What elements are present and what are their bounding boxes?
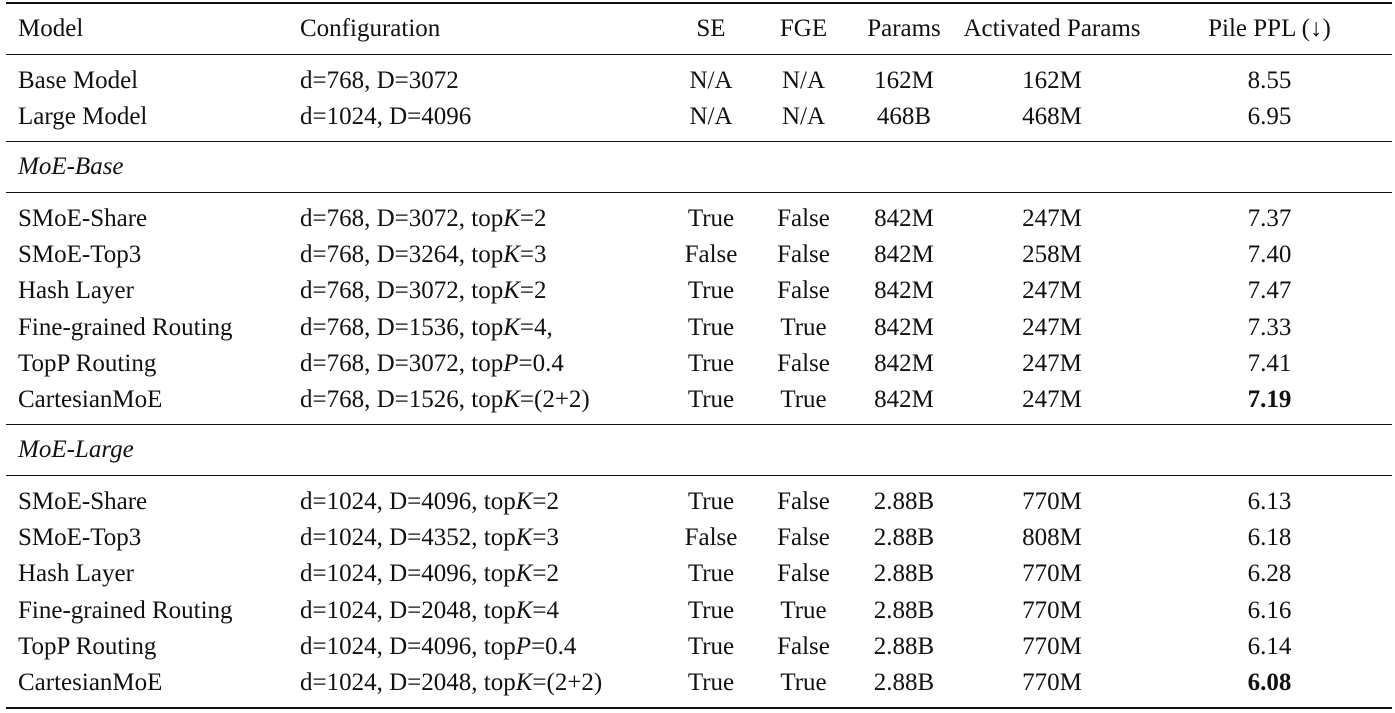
- cell-activated-params: 770M: [957, 665, 1147, 708]
- cell-pile-ppl: 7.19: [1247, 386, 1292, 414]
- cell-pile-ppl: 6.28: [1247, 560, 1292, 588]
- cell-pile-ppl: 7.41: [1247, 349, 1292, 377]
- cell-pile-ppl: 6.08: [1147, 665, 1392, 708]
- cell-se: True: [666, 476, 756, 521]
- section-header-row: [6, 142, 1392, 193]
- section-title: MoE-Large: [6, 425, 1392, 476]
- cell-params: 2.88B: [873, 632, 935, 660]
- cell-configuration: [300, 382, 666, 425]
- cell-params: 2.88B: [873, 596, 935, 624]
- cell-activated-params: 770M: [957, 476, 1147, 521]
- cell-configuration: [300, 556, 666, 592]
- table-row: [6, 99, 1392, 142]
- cell-configuration: [300, 629, 666, 665]
- cell-model: Fine-grained Routing: [18, 313, 233, 341]
- config-prefix: d=1024, D=4352, top: [300, 524, 516, 552]
- cell-activated-params: 247M: [1022, 313, 1082, 341]
- cell-fge: False: [777, 241, 830, 269]
- cell-se: True: [687, 277, 735, 305]
- cell-params: 2.88B: [873, 524, 935, 552]
- cell-activated-params: 770M: [1022, 596, 1082, 624]
- cell-se: False: [684, 524, 738, 552]
- config-suffix: =4,: [519, 313, 553, 341]
- cell-se: N/A: [689, 103, 733, 131]
- table-row: [6, 476, 1392, 521]
- config-variable: K: [515, 488, 533, 516]
- config-prefix: d=768, D=3264, top: [300, 241, 504, 269]
- cell-fge: False: [777, 349, 830, 377]
- cell-configuration: [300, 476, 666, 521]
- cell-activated-params: 770M: [1022, 632, 1082, 660]
- cell-activated-params: 247M: [1022, 349, 1082, 377]
- cell-configuration: [300, 346, 666, 382]
- config-suffix: =2: [519, 205, 547, 233]
- table-header-row: [6, 3, 1392, 55]
- config-variable: K: [503, 205, 520, 233]
- config-prefix: d=1024, D=4096, top: [300, 632, 516, 660]
- cell-activated-params: 162M: [957, 55, 1147, 100]
- cell-fge: True: [780, 386, 827, 414]
- cell-model: Hash Layer: [18, 277, 134, 305]
- config-prefix: d=1024, D=2048, top: [300, 596, 516, 624]
- header-params: Params: [851, 3, 957, 55]
- cell-params: 842M: [874, 277, 934, 305]
- cell-configuration: [300, 520, 666, 556]
- config-variable: K: [515, 668, 533, 696]
- cell-params: 162M: [851, 55, 957, 100]
- cell-pile-ppl: 7.33: [1247, 313, 1292, 341]
- cell-model: TopP Routing: [18, 349, 157, 377]
- config-prefix: d=768, D=3072, top: [300, 349, 504, 377]
- config-suffix: =2: [519, 277, 547, 305]
- config-variable: K: [515, 596, 533, 624]
- cell-pile-ppl: 6.16: [1247, 596, 1292, 624]
- cell-fge: False: [777, 277, 830, 305]
- cell-activated-params: 247M: [957, 193, 1147, 238]
- cell-model: SMoE-Share: [6, 193, 300, 238]
- table-row: [6, 382, 1392, 425]
- cell-se: True: [687, 560, 735, 588]
- table-row: [6, 520, 1392, 556]
- section-header-row: [6, 425, 1392, 476]
- cell-se: True: [687, 386, 735, 414]
- cell-params: 842M: [874, 313, 934, 341]
- config-suffix: =3: [532, 524, 559, 552]
- cell-configuration: [300, 99, 666, 142]
- cell-configuration: [300, 310, 666, 346]
- header-fge: FGE: [756, 3, 851, 55]
- table-row: [6, 55, 1392, 100]
- config-prefix: d=768, D=1536, top: [300, 313, 504, 341]
- cell-fge: False: [777, 560, 830, 588]
- config-prefix: d=768, D=1526, top: [300, 386, 504, 414]
- config-variable: K: [515, 524, 533, 552]
- cell-fge: True: [756, 665, 851, 708]
- cell-fge: False: [777, 524, 830, 552]
- cell-configuration: [300, 193, 666, 238]
- cell-model: CartesianMoE: [6, 665, 300, 708]
- table-row: [6, 273, 1392, 309]
- cell-fge: False: [777, 632, 830, 660]
- cell-pile-ppl: 7.37: [1147, 193, 1392, 238]
- cell-params: 468B: [876, 103, 932, 131]
- cell-params: 2.88B: [851, 665, 957, 708]
- cell-params: 2.88B: [851, 476, 957, 521]
- config-suffix: =3: [519, 241, 547, 269]
- config-prefix: d=768, D=3072, top: [300, 205, 504, 233]
- config-variable: K: [515, 560, 533, 588]
- config-prefix: d=768, D=3072, top: [300, 277, 504, 305]
- cell-activated-params: 770M: [1022, 560, 1082, 588]
- table-row: [6, 237, 1392, 273]
- cell-pile-ppl: 7.40: [1247, 241, 1292, 269]
- cell-se: True: [666, 665, 756, 708]
- cell-configuration: [300, 273, 666, 309]
- cell-activated-params: 247M: [1022, 277, 1082, 305]
- cell-model: Hash Layer: [18, 560, 134, 588]
- config-variable: P: [503, 349, 519, 377]
- cell-pile-ppl: 6.95: [1247, 103, 1292, 131]
- header-configuration: Configuration: [300, 3, 666, 55]
- cell-activated-params: 808M: [1022, 524, 1082, 552]
- cell-pile-ppl: 6.18: [1247, 524, 1292, 552]
- config-variable: K: [503, 241, 520, 269]
- cell-model: Fine-grained Routing: [18, 596, 233, 624]
- table-row: [6, 193, 1392, 238]
- cell-params: 842M: [874, 349, 934, 377]
- cell-configuration: [300, 55, 666, 100]
- results-table-container: [6, 2, 1392, 709]
- section-title: MoE-Base: [6, 142, 1392, 193]
- cell-model: Base Model: [6, 55, 300, 100]
- cell-model: CartesianMoE: [18, 386, 163, 414]
- cell-model: Large Model: [18, 103, 148, 131]
- cell-se: N/A: [666, 55, 756, 100]
- config-suffix: =0.4: [518, 349, 564, 377]
- cell-activated-params: 468M: [1022, 103, 1082, 131]
- config-suffix: =2: [532, 488, 559, 516]
- cell-pile-ppl: 7.47: [1247, 277, 1292, 305]
- config-prefix: d=1024, D=4096: [300, 103, 472, 131]
- cell-fge: True: [780, 313, 827, 341]
- cell-se: True: [687, 596, 735, 624]
- config-prefix: d=768, D=3072: [300, 67, 459, 94]
- cell-fge: True: [780, 596, 827, 624]
- cell-model: SMoE-Top3: [18, 241, 142, 269]
- cell-se: True: [687, 313, 735, 341]
- cell-fge: False: [756, 476, 851, 521]
- cell-activated-params: 258M: [1022, 241, 1082, 269]
- header-pile-ppl: Pile PPL (↓): [1147, 3, 1392, 55]
- cell-model: SMoE-Top3: [18, 524, 142, 552]
- table-row: [6, 346, 1392, 382]
- table-row: [6, 629, 1392, 665]
- cell-model: TopP Routing: [18, 632, 157, 660]
- cell-params: 842M: [851, 193, 957, 238]
- header-model: Model: [6, 3, 300, 55]
- table-body: [6, 55, 1392, 709]
- table-row: [6, 665, 1392, 708]
- results-table: [6, 2, 1392, 709]
- config-variable: K: [503, 277, 520, 305]
- cell-configuration: [300, 237, 666, 273]
- cell-se: False: [684, 241, 738, 269]
- cell-fge: N/A: [756, 55, 851, 100]
- config-variable: P: [515, 632, 531, 660]
- cell-activated-params: 247M: [1022, 386, 1082, 414]
- cell-se: True: [687, 349, 735, 377]
- config-suffix: =4: [532, 596, 559, 624]
- config-suffix: =0.4: [530, 632, 577, 660]
- cell-se: True: [687, 632, 735, 660]
- header-se: SE: [666, 3, 756, 55]
- header-activated-params: Activated Params: [957, 3, 1147, 55]
- cell-params: 2.88B: [873, 560, 935, 588]
- config-prefix: d=1024, D=4096, top: [300, 560, 516, 588]
- table-row: [6, 310, 1392, 346]
- cell-fge: N/A: [781, 103, 826, 131]
- cell-configuration: [300, 593, 666, 629]
- cell-fge: False: [756, 193, 851, 238]
- config-variable: K: [503, 313, 520, 341]
- config-suffix: =2: [532, 560, 559, 588]
- config-prefix: d=1024, D=2048, top: [300, 668, 516, 696]
- cell-params: 842M: [874, 386, 934, 414]
- config-suffix: =(2+2): [532, 668, 603, 696]
- config-prefix: d=1024, D=4096, top: [300, 488, 516, 516]
- cell-pile-ppl: 6.14: [1247, 632, 1292, 660]
- cell-pile-ppl: 8.55: [1147, 55, 1392, 100]
- config-variable: K: [503, 386, 520, 414]
- cell-pile-ppl: 6.13: [1147, 476, 1392, 521]
- table-row: [6, 593, 1392, 629]
- table-row: [6, 556, 1392, 592]
- config-suffix: =(2+2): [519, 386, 590, 414]
- cell-params: 842M: [874, 241, 934, 269]
- cell-se: True: [666, 193, 756, 238]
- cell-configuration: [300, 665, 666, 708]
- cell-model: SMoE-Share: [6, 476, 300, 521]
